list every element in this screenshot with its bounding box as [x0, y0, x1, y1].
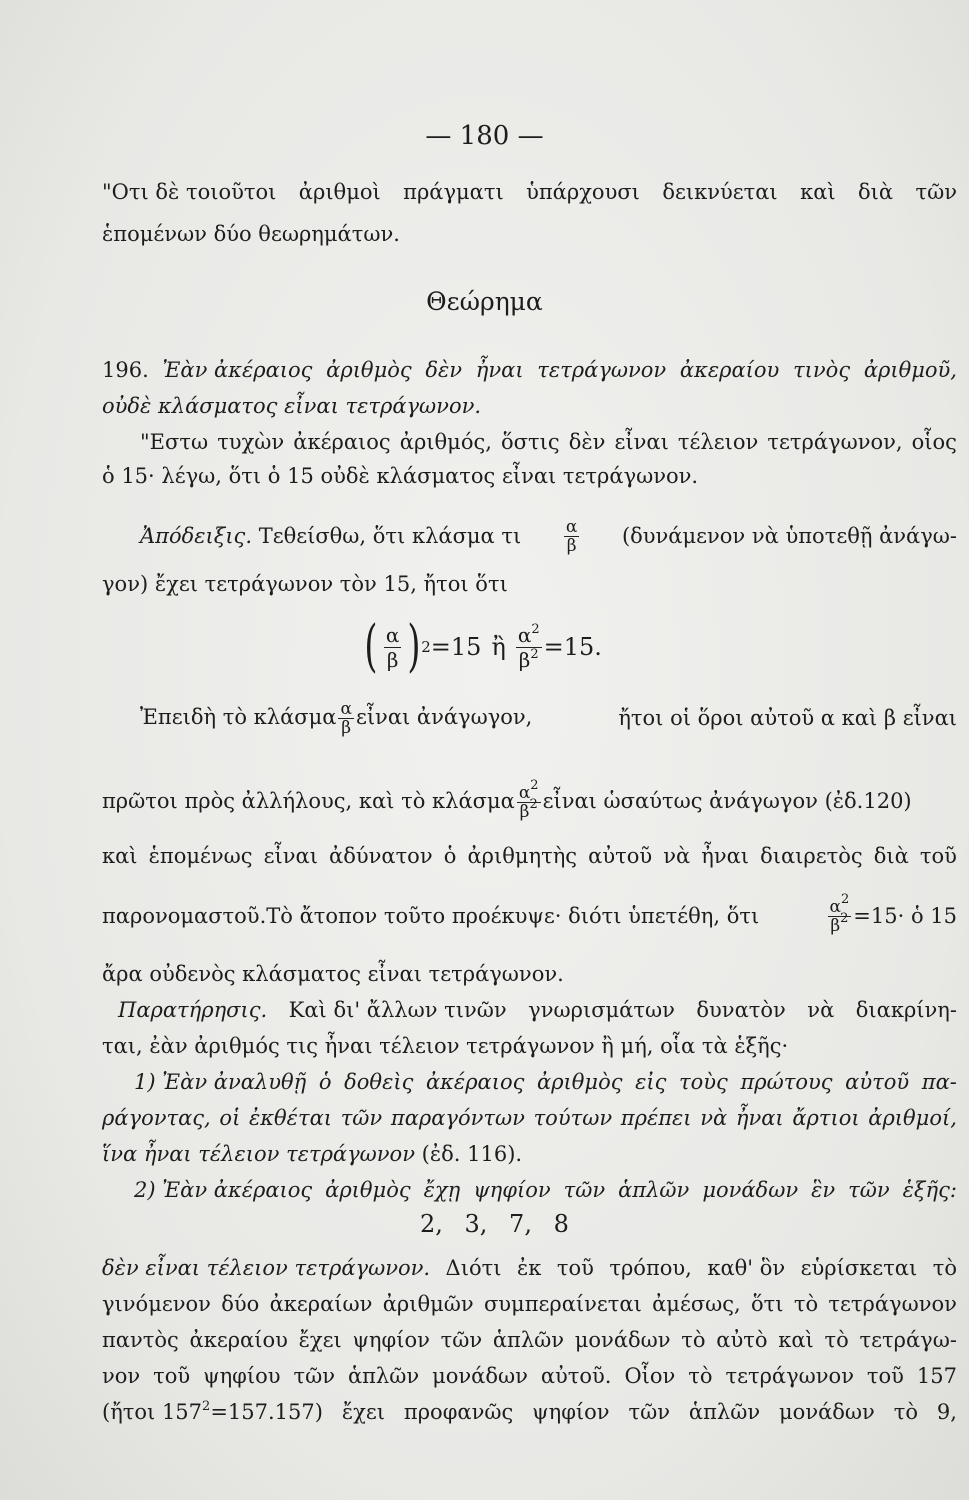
proof-line-2: γον) ἔχει τετράγωνον τὸν 15, ἤτοι ὅτι	[102, 572, 508, 596]
item1-line-1	[134, 1068, 957, 1096]
word: τῶν	[848, 1178, 890, 1202]
word: δύο	[221, 1292, 260, 1316]
word: τῶν	[340, 1106, 383, 1130]
theorem-line-2: οὐδὲ κλάσματος εἶναι τετράγωνον.	[102, 394, 482, 418]
word: ἑπομένως	[148, 844, 253, 868]
word: τὸ	[688, 1364, 713, 1388]
word: τοὺς	[679, 1070, 728, 1094]
denominator-line	[102, 892, 957, 940]
word: 157	[916, 1364, 957, 1388]
continuation-line-2	[102, 1290, 957, 1318]
word: ἀριθμὸς	[326, 358, 412, 382]
word: ὅτι	[751, 1292, 784, 1316]
since-start	[140, 700, 532, 737]
word: ἔχῃ	[423, 1178, 461, 1202]
word: ὁ	[443, 844, 457, 868]
fraction-alpha-beta	[384, 623, 402, 672]
word: Ἐὰν ἀκέραιος	[162, 358, 313, 382]
exponent: 2	[530, 777, 539, 793]
word: 1) Ἐὰν ἀναλυθῇ	[134, 1070, 307, 1094]
word: Καὶ δι' ἄλλων τινῶν	[288, 998, 507, 1022]
display-equation	[360, 612, 602, 682]
since-text: Ἐπειδὴ τὸ κλάσμα	[140, 704, 337, 729]
word: ἀκέραιος	[425, 1070, 525, 1094]
word: ψηφίου	[203, 1364, 281, 1388]
word: καὶ	[778, 1328, 814, 1352]
fraction-alpha-beta	[338, 700, 353, 737]
since-line	[140, 694, 957, 742]
word: νὰ	[807, 998, 835, 1022]
exponent: 2	[841, 891, 850, 907]
left-paren: (	[364, 614, 378, 679]
word: τινὸς	[793, 358, 851, 382]
word: νὰ	[700, 1106, 728, 1130]
word: παραγόντων	[390, 1106, 525, 1130]
item1-line-2	[102, 1104, 957, 1132]
numerator: α	[340, 698, 352, 719]
remark-line-1	[118, 996, 957, 1024]
word: ψηφίον	[532, 1400, 610, 1424]
continuation-text: δὲν εἶναι τέλειον τετράγωνον.	[102, 1256, 431, 1280]
word: ἀκεραίου	[189, 1328, 288, 1352]
continuation-line-5	[102, 1398, 957, 1426]
word: ἦναι	[701, 844, 750, 868]
word: γνωρισμάτων	[528, 998, 675, 1022]
exponent: 2	[421, 638, 431, 656]
word: τοῦ	[919, 844, 957, 868]
word: δοθεὶς	[344, 1070, 414, 1094]
right-paren: )	[407, 614, 421, 679]
proof-text: (δυνάμενον νὰ ὑποτεθῇ ἀνάγω-	[621, 524, 957, 548]
word: ἁπλῶν	[347, 1364, 420, 1388]
alpha: α	[829, 896, 841, 917]
word: ἁπλῶν	[688, 1400, 761, 1424]
word: τὸ	[681, 1328, 706, 1352]
word: 2) Ἐὰν ἀκέραιος	[134, 1178, 313, 1202]
equation-rhs: =15	[430, 633, 482, 661]
word: διαιρετὸς	[760, 844, 863, 868]
since-text: εἶναι ἀνάγωγον,	[355, 704, 533, 729]
word: δὲν	[568, 430, 606, 454]
exponent: 2	[202, 1399, 211, 1414]
numerator	[516, 623, 542, 647]
impossible-line	[102, 842, 957, 870]
example-line-2: ὁ 15· λέγω, ὅτι ὁ 15 οὐδὲ κλάσματος εἶναι τετράγωνον.	[102, 464, 699, 488]
prime-line	[102, 778, 957, 826]
word: διὰ	[858, 180, 894, 204]
word: αὐτοῦ	[845, 1070, 910, 1094]
denominator: β	[341, 717, 352, 738]
continuation-line-4	[102, 1362, 957, 1390]
word: μονάδων	[779, 1400, 875, 1424]
word: τῶν	[563, 1178, 606, 1202]
word: πρώτους	[740, 1070, 833, 1094]
word: ἀκεραίων	[269, 1292, 373, 1316]
word: οἷος	[911, 430, 957, 454]
word: τετράγωνον	[725, 1364, 854, 1388]
proof-text: Τεθείσθω, ὅτι κλάσμα τι	[258, 524, 522, 548]
fraction-alpha-beta	[564, 518, 579, 555]
continuation-line-1	[102, 1254, 957, 1282]
word: τέλειον	[677, 430, 759, 454]
word: καὶ	[800, 180, 836, 204]
exponent: 2	[529, 796, 538, 812]
word: ἁπλῶν	[492, 1328, 565, 1352]
word: καὶ	[102, 844, 138, 868]
denominator	[518, 796, 540, 822]
word: παντὸς	[102, 1328, 179, 1352]
word: ἑξῆς:	[902, 1178, 957, 1202]
item1-text: ἵνα ἦναι τέλειον τετράγωνον	[102, 1142, 415, 1166]
item1-reference: (ἐδ. 116).	[421, 1142, 523, 1166]
word: τρόπου,	[609, 1256, 692, 1280]
or-word: ἢ	[491, 633, 506, 661]
word: πρέπει	[620, 1106, 692, 1130]
equation-rhs: =15.	[543, 633, 602, 661]
word: ἀριθμοὶ	[298, 180, 381, 204]
exponent: 2	[840, 910, 849, 926]
word: ἀριθμὸς	[325, 1178, 411, 1202]
word: τετράγωνον,	[767, 430, 903, 454]
continuation-text: (ἤτοι 157	[102, 1400, 203, 1424]
word: αὐτοῦ.	[540, 1364, 612, 1388]
word: νον	[102, 1364, 141, 1388]
word: τοῦ	[556, 1256, 594, 1280]
item1-line-3	[102, 1140, 957, 1168]
word: ἀριθμοῦ,	[863, 358, 957, 382]
word: ὁ	[318, 1070, 332, 1094]
word: πα-	[921, 1070, 957, 1094]
word: ἀριθμὸς	[537, 1070, 623, 1094]
word: ἀκέραιος	[293, 430, 391, 454]
word: τὸ	[824, 1328, 849, 1352]
word: τῶν	[915, 180, 957, 204]
word: εἶναι	[614, 430, 669, 454]
word: διακρίνη-	[855, 998, 957, 1022]
word: ἀριθμοί,	[868, 1106, 957, 1130]
exponent: 2	[530, 646, 539, 662]
continuation-text: =157.157)	[210, 1400, 323, 1424]
word: ἄρτιοι	[792, 1106, 860, 1130]
prime-start	[102, 777, 912, 822]
word: εἶναι	[263, 844, 318, 868]
item2-line-1	[134, 1176, 957, 1204]
word: τετράγωνον	[828, 1292, 957, 1316]
parenthetical	[102, 1398, 323, 1426]
word: δυνατὸν	[696, 998, 786, 1022]
remark-label: Παρατήρησις.	[118, 998, 268, 1022]
alpha: α	[518, 782, 531, 803]
fraction-alpha2-beta2	[517, 777, 541, 822]
word: ψηφίον	[352, 1328, 430, 1352]
word: τὸ	[893, 1400, 918, 1424]
fraction-alpha2-beta2	[516, 623, 542, 672]
proof-label: Ἀπόδειξις.	[140, 524, 252, 548]
denominator	[828, 910, 850, 936]
word: καθ' ὃν	[707, 1256, 786, 1280]
word: αὐτοῦ	[588, 844, 653, 868]
word: ἀκεραίου	[679, 358, 780, 382]
example-line-1	[140, 428, 957, 456]
word: ἀριθμητὴς	[467, 844, 578, 868]
word: "Εστω	[140, 430, 209, 454]
word: δεικνύεται	[662, 180, 778, 204]
exponent: 2	[531, 621, 540, 637]
denominator-text: παρονομαστοῦ.Τὸ ἄτοπον τοῦτο προέκυψε· διότι ὑπετέθη, ὅτι	[102, 904, 760, 928]
prime-text: εἶναι ὡσαύτως ἀνάγωγον (ἐδ.120)	[542, 788, 912, 813]
intro-line-1	[102, 178, 957, 206]
word: οἱ	[219, 1106, 241, 1130]
word: μονάδων	[702, 1178, 799, 1202]
denominator	[517, 648, 541, 672]
word: τετράγωνον	[537, 358, 667, 382]
prime-text: πρῶτοι πρὸς ἀλλήλους, καὶ τὸ κλάσμα	[102, 788, 515, 813]
word: αὐτὸ	[716, 1328, 768, 1352]
word: πράγματι	[403, 180, 504, 204]
word: τετράγω-	[859, 1328, 957, 1352]
denominator: β	[386, 647, 399, 672]
word: ἀριθμῶν	[382, 1292, 474, 1316]
word: μονάδων	[432, 1364, 528, 1388]
word: ὑπάρχουσι	[526, 180, 640, 204]
word: ἀδύνατον	[329, 844, 433, 868]
word: συμπεραίνεται	[483, 1292, 642, 1316]
word: διὰ	[873, 844, 909, 868]
proof-start	[140, 522, 521, 550]
word: Διότι	[445, 1256, 502, 1280]
word: ἔχει	[298, 1328, 342, 1352]
word: ἀμέσως,	[652, 1292, 741, 1316]
word: ράγοντας,	[102, 1106, 211, 1130]
word: ἀριθμός,	[399, 430, 492, 454]
word: ἦναι	[735, 1106, 784, 1130]
remark-line-2: ται, ἐὰν ἀριθμός τις ἦναι τέλειον τετράγωνον ἢ μή, οἷα τὰ ἑξῆς·	[102, 1034, 789, 1058]
word: 9,	[936, 1400, 957, 1424]
fraction-alpha2-beta2	[828, 891, 852, 936]
word: προφανῶς	[403, 1400, 514, 1424]
word: ἐκ	[516, 1256, 542, 1280]
denominator: β	[566, 535, 577, 556]
since-text: ἤτοι οἱ ὅροι αὐτοῦ α καὶ β εἶναι	[618, 706, 957, 730]
word: "Οτι δὲ τοιοῦτοι	[102, 180, 277, 204]
word: εἰς	[635, 1070, 667, 1094]
numerator: α	[385, 622, 400, 647]
digit-list: 2, 3, 7, 8	[420, 1210, 569, 1238]
word: τοῦ	[153, 1364, 191, 1388]
theorem-line-1	[102, 356, 957, 384]
word: Οἷον	[624, 1364, 676, 1388]
word: τῶν	[293, 1364, 335, 1388]
denominator-end	[826, 891, 957, 936]
beta: β	[518, 647, 531, 672]
word: δὲν	[425, 358, 463, 382]
word: τῶν	[440, 1328, 483, 1352]
word: τοῦ	[866, 1364, 904, 1388]
word: νὰ	[663, 844, 691, 868]
conclusion-line: ἄρα οὐδενὸς κλάσματος εἶναι τετράγωνον.	[102, 962, 564, 986]
denominator-text: =15· ὁ 15	[853, 904, 957, 928]
theorem-number: 196.	[102, 358, 149, 382]
numerator: α	[565, 516, 578, 537]
alpha: α	[517, 622, 532, 647]
word: τυχὼν	[217, 430, 285, 454]
page-number: — 180 —	[425, 121, 544, 151]
theorem-title: Θεώρημα	[426, 287, 543, 316]
word: ἁπλῶν	[618, 1178, 690, 1202]
word: ψηφίον	[473, 1178, 551, 1202]
word: ἔχει	[341, 1400, 385, 1424]
continuation-line-3	[102, 1326, 957, 1354]
word: ἦναι	[475, 358, 524, 382]
beta: β	[830, 915, 841, 936]
proof-line-1	[140, 512, 957, 560]
word: ἓν	[811, 1178, 836, 1202]
word: ἐκθέται	[249, 1106, 332, 1130]
word: τὸ	[932, 1256, 957, 1280]
word: μονάδων	[574, 1328, 671, 1352]
word: τούτων	[533, 1106, 613, 1130]
word: γινόμενον	[102, 1292, 211, 1316]
word: ὅστις	[501, 430, 560, 454]
word: τῶν	[628, 1400, 670, 1424]
beta: β	[519, 801, 530, 822]
intro-line-2: ἑπομένων δύο θεωρημάτων.	[102, 222, 400, 246]
word: τὸ	[793, 1292, 819, 1316]
word: εὑρίσκεται	[800, 1256, 918, 1280]
